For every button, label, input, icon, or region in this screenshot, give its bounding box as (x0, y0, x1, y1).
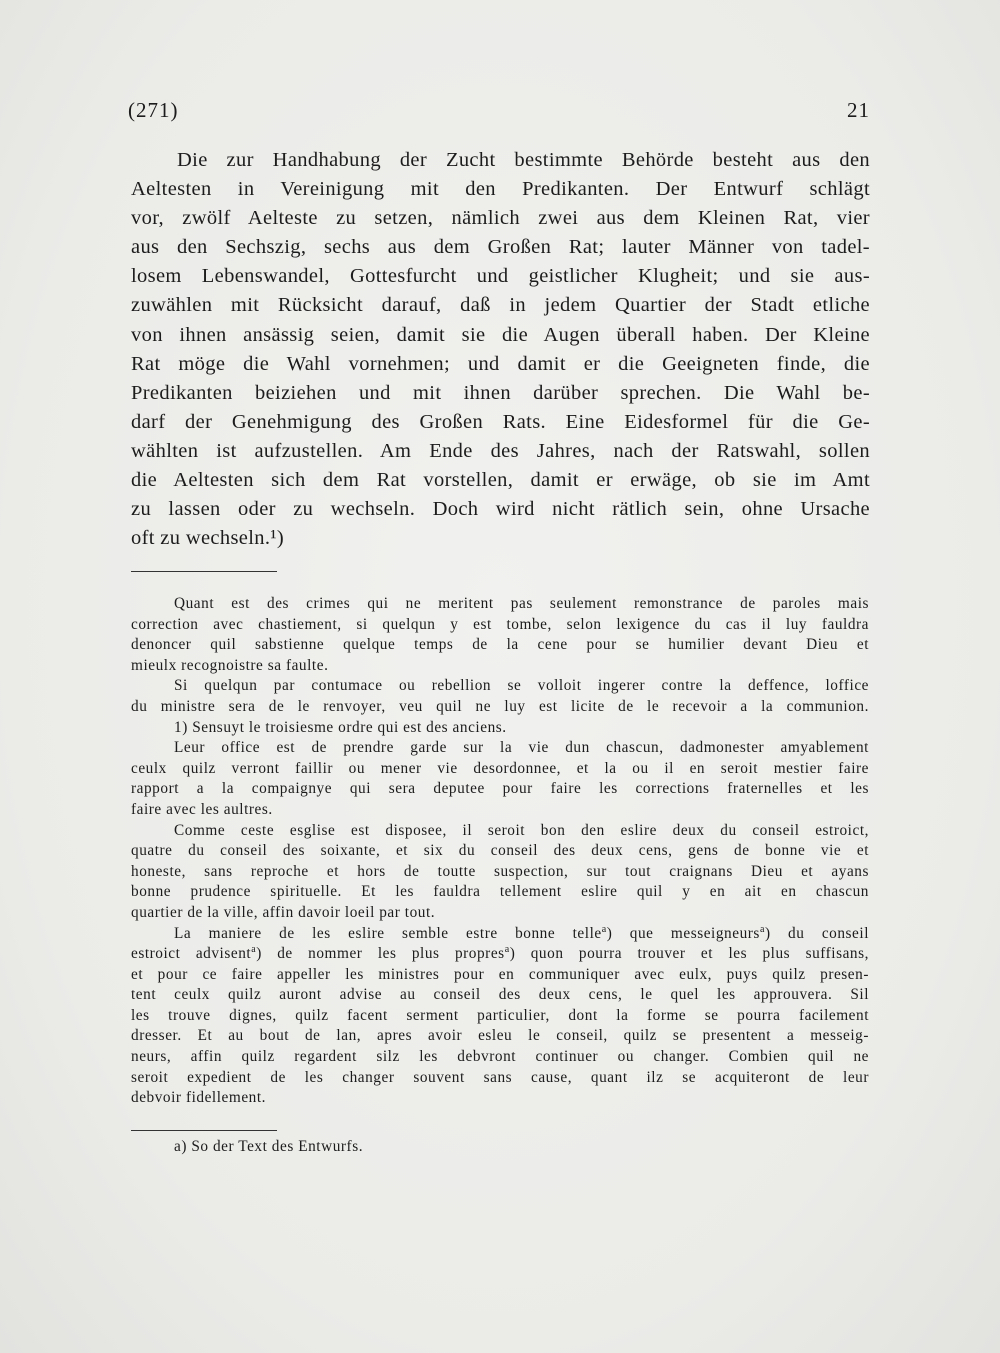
note-line: neurs, affin quilz regardent silz les debvront continuer ou changer. Combien quil ne (131, 1048, 869, 1066)
note-line: Quant est des crimes qui ne meritent pas seulement remonstrance de paroles mais (174, 595, 869, 612)
main-line: Aeltesten in Vereinigung mit den Predikanten. Der Entwurf schlägt (131, 178, 870, 201)
separator-rule (131, 571, 277, 572)
main-text (131, 146, 870, 553)
note-line: Si quelqun par contumace ou rebellion se volloit ingerer contre la deffence, loffice (174, 677, 869, 695)
note-line: 1) Sensuyt le troisiesme ordre qui est des anciens. (174, 718, 507, 736)
note-line: estroict advisent$^a$) de nommer les plus propres$^a$) quon pourra trouver et les plus suffisans, (131, 944, 870, 963)
note-line: les trouve dignes, quilz facent serment particulier, dont la forme se pourra facilement (131, 1006, 869, 1024)
main-line: darf der Genehmigung des Großen Rats. Eine Eidesformel für die Ge- (131, 410, 870, 433)
note-line: denoncer quil sabstienne quelque temps de la cene pour se humilier devant Dieu et (131, 636, 869, 654)
main-line: aus den Sechszig, sechs aus dem Großen Rat; lauter Männer von tadel- (131, 236, 870, 259)
page-number-bracketed: (271) (128, 98, 179, 122)
note-line: Leur office est de prendre garde sur la vie dun chascun, dadmonester amyablement (174, 739, 869, 757)
note-line: debvoir fidellement. (131, 1089, 267, 1107)
footnote: a) So der Text des Entwurfs. (174, 1138, 364, 1155)
note-line: correction avec chastiement, si quelqun y est tombe, selon lexigence du cas il luy fauldra (131, 615, 869, 633)
note-line: tent ceulx quilz auront advise au conseil des deux cens, le quel les approuvera. Sil (131, 986, 869, 1004)
main-line: die Aeltesten sich dem Rat vorstellen, damit er erwäge, ob sie im Amt (131, 469, 870, 492)
main-line: von ihnen ansässig seien, damit sie die Augen überall haben. Der Kleine (131, 323, 870, 346)
main-line: losem Lebenswandel, Gottesfurcht und geistlicher Klugheit; und sie aus- (131, 265, 870, 288)
note-line: La maniere de les eslire semble estre bonne telle$^a$) que messeigneurs$^a$) du conseil (174, 923, 869, 942)
quoted-source-text (131, 594, 869, 1109)
note-line: bonne prudence spirituelle. Et les fauldra tellement eslire quil y en ait en chascun (131, 883, 869, 901)
note-line: et pour ce faire appeller les ministres pour en communiquer avec eulx, puys quilz presen- (131, 965, 869, 983)
note-line: seroit expedient de les changer souvent sans cause, quant ilz se acquiteront de leur (131, 1068, 869, 1086)
main-line: vor, zwölf Aelteste zu setzen, nämlich zwei aus dem Kleinen Rat, vier (131, 207, 870, 230)
note-line: dresser. Et au bout de lan, apres avoir esleu le conseil, quilz se presentent a messeig- (131, 1027, 869, 1045)
note-line: honeste, sans reproche et hors de toutte suspection, sur tout craignans Dieu et ayans (131, 862, 869, 880)
page-header (128, 98, 870, 128)
main-line: zu lassen oder zu wechseln. Doch wird nicht rätlich sein, ohne Ursache (131, 498, 870, 521)
footnote-rule (131, 1130, 277, 1131)
note-line: quartier de la ville, affin davoir loeil par tout. (131, 903, 436, 921)
main-line: zuwählen mit Rücksicht darauf, daß in jedem Quartier der Stadt etliche (131, 294, 870, 317)
note-line: ceulx quilz verront faillir ou mener vie desordonnee, et la ou il en seroit mestier faire (131, 759, 869, 777)
main-line: oft zu wechseln.¹) (131, 527, 285, 550)
page-number: 21 (847, 98, 870, 122)
main-line: Predikanten beiziehen und mit ihnen darüber sprechen. Die Wahl be- (131, 381, 870, 404)
main-line: wählten ist aufzustellen. Am Ende des Jahres, nach der Ratswahl, sollen (131, 439, 870, 462)
main-line: Rat möge die Wahl vornehmen; und damit er die Geeigneten finde, die (131, 352, 870, 375)
note-line: rapport a la compaignye qui sera deputee pour faire les corrections fraternelles et les (131, 780, 869, 798)
note-line: mieulx recognoistre sa faulte. (131, 656, 329, 674)
main-line: Die zur Handhabung der Zucht bestimmte Behörde besteht aus den (177, 149, 870, 171)
note-line: quatre du conseil des soixante, et six du conseil des deux cens, gens de bonne vie et (131, 842, 869, 860)
note-line: Comme ceste esglise est disposee, il seroit bon den eslire deux du conseil estroict, (174, 821, 869, 839)
note-line: du ministre sera de le renvoyer, veu quil ne luy est licite de le recevoir a la communion. (131, 697, 869, 715)
note-line: faire avec les aultres. (131, 800, 273, 818)
